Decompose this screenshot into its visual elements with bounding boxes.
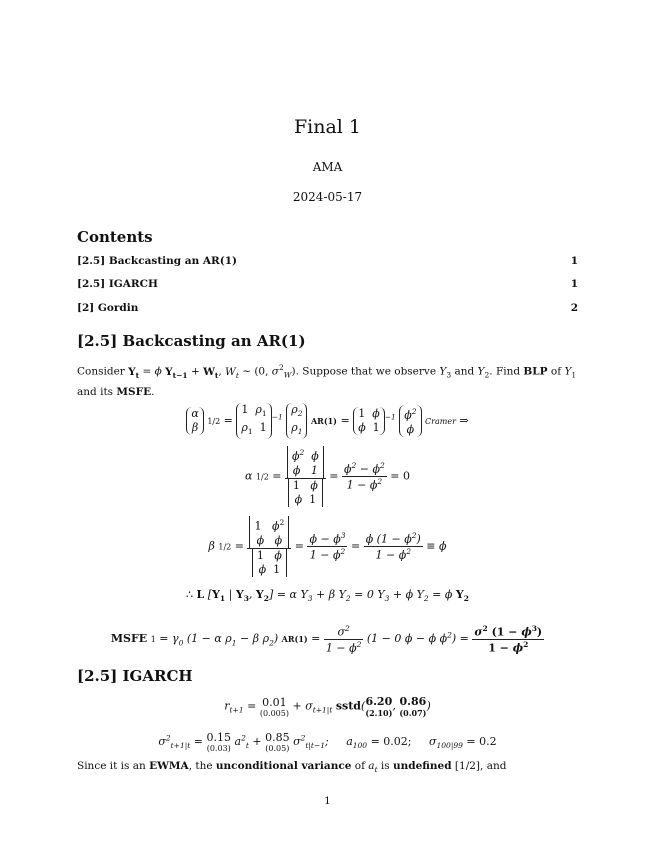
closing-text: Since it is an (77, 760, 150, 772)
ewma-term: EWMA (149, 760, 189, 772)
coef-beta-se: (0.05) (265, 744, 290, 753)
coef-mu: 0.01 (262, 695, 287, 709)
equation-coefficient-matrix: α β 1/2 = 1 $\rho_1$ $\rho_1$ $1^{-1}$ $\rho_2$ $\rho_1$ AR(1) = 1 ϕ ϕ $1^{-1}$ $\phi^2$ ϕ Cramer ⇒ (0, 403, 655, 439)
toc-entry-label[interactable]: [2.5] Backcasting an AR(1) (77, 255, 237, 267)
equation-projection: ∴ L [$Y_1$ | $Y_3$, $Y_2] = \alpha$ $Y_3 + \beta$ $Y_2 = 0$ $Y_3 + \phi$ $Y_2 = \phi$ $Y_2$ (186, 588, 469, 604)
equation-alpha: α 1/2 = $\phi^2$ ϕ ϕ 1 1 ϕ ϕ 1 = $\frac{\phi^2 - \phi^2}{1 - \phi^2}$ = 0 (244, 448, 411, 506)
toc-entry-page: 2 (570, 302, 578, 314)
msfe-term: MSFE (116, 385, 152, 398)
toc-entry-label[interactable]: [2] Gordin (77, 302, 139, 314)
unconditional-variance-term: unconditional variance (215, 760, 352, 772)
closing-paragraph: Since it is an EWMA, the unconditional variance of $a_t$ is undefined [1/2], and (77, 760, 507, 775)
coef-beta: 0.85 (265, 731, 290, 744)
section-heading-igarch: [2.5] IGARCH (77, 667, 193, 685)
msfe-label: MSFE (110, 632, 148, 646)
coef-mu-se: (0.005) (259, 708, 289, 718)
sstd-label: sstd (335, 699, 362, 713)
coef-alpha: 0.15 (206, 731, 231, 744)
closing-text: [1/2], and (451, 760, 507, 772)
coef-alpha-se: (0.03) (206, 744, 231, 753)
equation-msfe: MSFE $1 = \gamma_0$ (1 − α $\rho_1 - \beta$ $\rho_2$) AR(1) = $\frac{\sigma^2}{1 - \phi^2}$ (1 − 0 ϕ − ϕ $\phi^2$) = $\frac{\sigma^2 (1 - \phi^3)}{1 - \phi^2}$ (110, 624, 543, 655)
intro-text: and its (77, 385, 114, 398)
coef-sstd-b: 0.86 (399, 695, 427, 708)
intro-text: of (547, 365, 565, 378)
document-title: Final 1 (293, 116, 362, 138)
contents-heading: Contents (77, 228, 153, 246)
toc-entry-label[interactable]: [2.5] IGARCH (77, 278, 158, 290)
intro-text: . Suppose that we observe (295, 365, 440, 378)
closing-text: is (377, 760, 393, 772)
equation-variance: $\sigma^2_{t+1|t}$ = 0.15 (0.03) $a^2_t$ + 0.85 (0.05) $\sigma^2_{t|t-1}$; $a_{100} = 0.02$; $\sigma_{100|99} = 0.2$ (158, 731, 497, 753)
toc-entry-page: 1 (570, 278, 578, 290)
coef-sstd-a: 6.20 (365, 695, 393, 708)
coef-sstd-b-se: (0.07) (399, 708, 427, 718)
closing-text: of (351, 760, 369, 772)
equation-beta: β 1/2 = 1 $\phi^2$ ϕ ϕ 1 ϕ ϕ 1 = $\frac{\phi - \phi^3}{1 - \phi^2}$ = $\frac{\phi (1 - \phi^2)}{1 - \phi^2}$ ≡ ϕ (208, 518, 447, 576)
coef-sstd-a-se: (2.10) (365, 708, 393, 718)
page-number: 1 (324, 795, 331, 807)
equation-returns: $r_{t+1}$ = 0.01 (0.005) + $\sigma_{t+1|t}$ sstd( 6.20 (2.10) , 0.86 (0.07) ) (224, 695, 431, 718)
closing-text: , the (188, 760, 216, 772)
sigma100-value: = 0.2 (466, 735, 497, 748)
section-heading-backcasting: [2.5] Backcasting an AR(1) (77, 332, 306, 350)
document-date: 2024-05-17 (292, 190, 363, 204)
section-intro-paragraph: Consider $Y_t = \phi$ $Y_{t-1} + W_t$, $W_t$ ∼ (0, $\sigma^2_W$). Suppose that we observe $Y_3$ and $Y_2$. Find BLP of $Y_1$ and its MSFE. (77, 363, 577, 398)
undefined-term: undefined (393, 760, 452, 772)
a100-value: = 0.02; (370, 735, 412, 748)
cramer-label: Cramer (425, 417, 456, 427)
toc-entry[interactable] (77, 255, 578, 267)
blp-term: BLP (523, 365, 548, 378)
intro-text: . Find (489, 365, 524, 378)
toc-entry-page: 1 (570, 255, 578, 267)
intro-text: Consider (77, 365, 129, 378)
document-author: AMA (312, 160, 343, 174)
toc-entry[interactable] (77, 302, 578, 314)
toc-entry[interactable] (77, 278, 578, 290)
